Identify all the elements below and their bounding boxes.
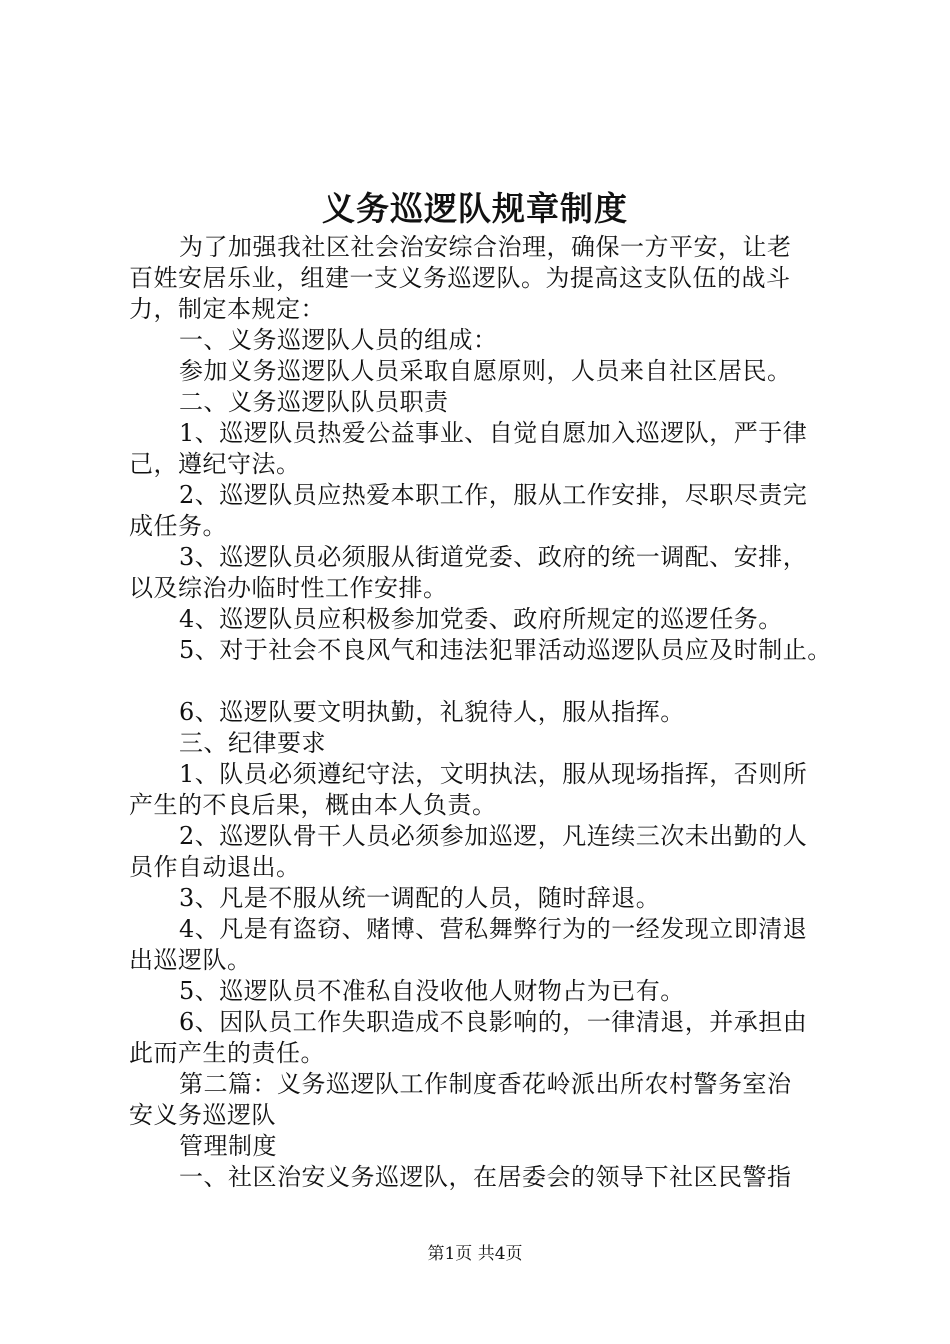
blank-line: [129, 666, 844, 697]
list-item-line: 员作自动退出。: [129, 853, 301, 881]
document-title: 义务巡逻队规章制度: [322, 189, 628, 228]
list-item-line: 5、对于社会不良风气和违法犯罪活动巡逻队员应及时制止。: [179, 636, 832, 664]
list-item-line: 2、巡逻队员应热爱本职工作，服从工作安排，尽职尽责完: [179, 481, 808, 509]
document-body: [129, 232, 844, 1193]
section-heading: 二、义务巡逻队队员职责: [179, 388, 449, 416]
list-item-line: 3、凡是不服从统一调配的人员，随时辞退。: [179, 884, 661, 912]
list-item-line: 2、巡逻队骨干人员必须参加巡逻，凡连续三次未出勤的人: [179, 822, 808, 850]
list-item-line: 6、巡逻队要文明执勤，礼貌待人，服从指挥。: [179, 698, 685, 726]
list-item-line: 5、巡逻队员不准私自没收他人财物占为已有。: [179, 977, 685, 1005]
section-heading: 三、纪律要求: [179, 729, 326, 757]
list-item-line: 己，遵纪守法。: [129, 450, 301, 478]
section-heading: 管理制度: [179, 1132, 277, 1160]
paragraph-line: 力，制定本规定：: [129, 295, 325, 323]
paragraph-line: 一、社区治安义务巡逻队，在居委会的领导下社区民警指: [179, 1163, 792, 1191]
list-item-line: 此而产生的责任。: [129, 1039, 325, 1067]
list-item-line: 1、队员必须遵纪守法，文明执法，服从现场指挥，否则所: [179, 760, 808, 788]
paragraph-line: 参加义务巡逻队人员采取自愿原则，人员来自社区居民。: [179, 357, 792, 385]
paragraph-line: 为了加强我社区社会治安综合治理，确保一方平安，让老: [179, 233, 792, 261]
paragraph-line: 第二篇：义务巡逻队工作制度香花岭派出所农村警务室治: [179, 1070, 792, 1098]
list-item-line: 4、巡逻队员应积极参加党委、政府所规定的巡逻任务。: [179, 605, 783, 633]
paragraph-line: 安义务巡逻队: [129, 1101, 276, 1129]
list-item-line: 4、凡是有盗窃、赌博、营私舞弊行为的一经发现立即清退: [179, 915, 808, 943]
list-item-line: 1、巡逻队员热爱公益事业、自觉自愿加入巡逻队，严于律: [179, 419, 808, 447]
list-item-line: 出巡逻队。: [129, 946, 252, 974]
page-footer: 第1页 共4页: [427, 1244, 523, 1264]
section-heading: 一、义务巡逻队人员的组成：: [179, 326, 498, 354]
paragraph-line: 百姓安居乐业，组建一支义务巡逻队。为提高这支队伍的战斗: [129, 264, 791, 292]
list-item-line: 成任务。: [129, 512, 227, 540]
list-item-line: 以及综治办临时性工作安排。: [129, 574, 448, 602]
list-item-line: 3、巡逻队员必须服从街道党委、政府的统一调配、安排，: [179, 543, 808, 571]
list-item-line: 产生的不良后果，概由本人负责。: [129, 791, 497, 819]
list-item-line: 6、因队员工作失职造成不良影响的，一律清退，并承担由: [179, 1008, 808, 1036]
